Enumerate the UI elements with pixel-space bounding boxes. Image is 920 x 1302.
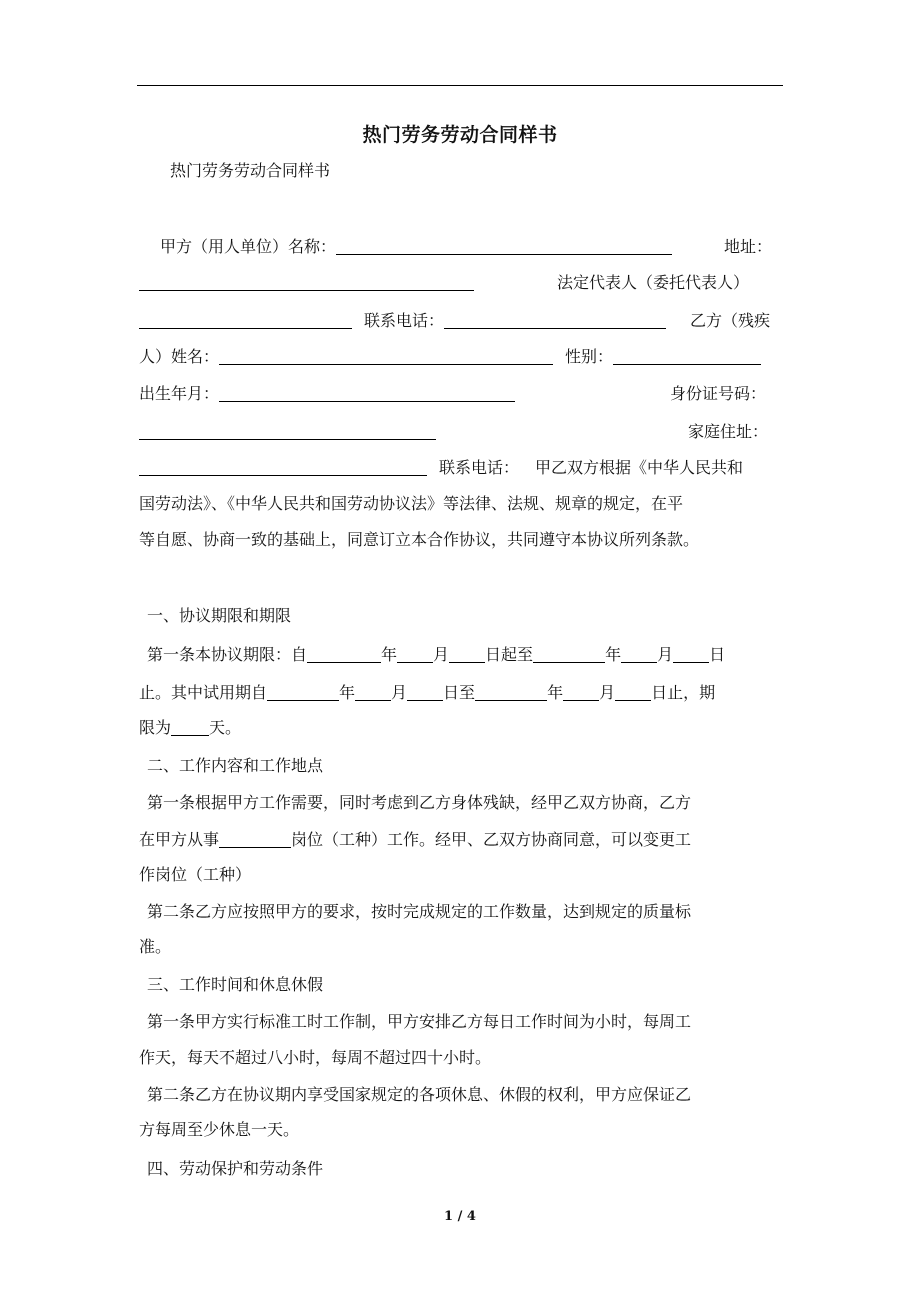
header-rule bbox=[137, 85, 783, 86]
days-unit: 天。 bbox=[209, 718, 242, 737]
address-blank-line bbox=[139, 273, 474, 293]
gender-label: 性别： bbox=[565, 347, 614, 366]
section-2-heading: 二、工作内容和工作地点 bbox=[147, 756, 324, 775]
legal-rep-phone-line bbox=[139, 311, 666, 331]
year-unit: 年 bbox=[339, 683, 356, 702]
end-period-text: 日止，期 bbox=[651, 683, 716, 702]
address-label: 地址： bbox=[724, 237, 773, 256]
id-blank-line bbox=[139, 422, 436, 442]
party-a-name-label: 甲方（用人单位）名称： bbox=[160, 237, 337, 256]
clause-text: 在甲方从事 bbox=[139, 830, 220, 849]
id-label: 身份证号码： bbox=[670, 384, 767, 403]
year-unit: 年 bbox=[605, 645, 622, 664]
section-3-clause-2-line-2: 方每周至少休息一天。 bbox=[139, 1120, 300, 1139]
end-month-blank bbox=[621, 646, 657, 663]
trial-end-day-blank bbox=[615, 684, 651, 701]
job-position-blank bbox=[219, 831, 291, 848]
party-b-name-line bbox=[139, 347, 761, 367]
start-day-blank bbox=[449, 646, 485, 663]
clause-text: 限为 bbox=[139, 718, 172, 737]
section-4-heading: 四、劳动保护和劳动条件 bbox=[147, 1159, 324, 1178]
trial-start-day-blank bbox=[407, 684, 443, 701]
clause-text: 止。其中试用期自 bbox=[139, 683, 268, 702]
trial-end-year-blank bbox=[475, 684, 547, 701]
section-3-clause-2-line-1: 第二条乙方在协议期内享受国家规定的各项休息、休假的权利，甲方应保证乙 bbox=[147, 1085, 692, 1104]
party-a-line bbox=[160, 237, 672, 257]
month-unit: 月 bbox=[433, 645, 450, 664]
home-address-label: 家庭住址： bbox=[688, 422, 769, 441]
intro-start: 甲乙双方根据《中华人民共和 bbox=[535, 458, 744, 477]
party-a-name-blank bbox=[336, 238, 672, 255]
month-unit: 月 bbox=[657, 645, 674, 664]
section-2-clause-1-line-1: 第一条根据甲方工作需要，同时考虑到乙方身体残缺，经甲乙双方协商，乙方 bbox=[147, 793, 692, 812]
clause-text: 第一条本协议期限：自 bbox=[147, 645, 308, 664]
clause-text: 岗位（工种）工作。经甲、乙双方协商同意，可以变更工 bbox=[291, 830, 692, 849]
birth-blank bbox=[219, 385, 515, 402]
section-3-heading: 三、工作时间和休息休假 bbox=[147, 975, 324, 994]
party-b-label-part2: 人）姓名： bbox=[139, 347, 220, 366]
section-2-clause-2-line-1: 第二条乙方应按照甲方的要求，按时完成规定的工作数量，达到规定的质量标 bbox=[147, 902, 692, 921]
document-subtitle: 热门劳务劳动合同样书 bbox=[170, 161, 331, 180]
birth-label: 出生年月： bbox=[139, 384, 220, 403]
phone-blank bbox=[444, 312, 666, 329]
month-unit: 月 bbox=[391, 683, 408, 702]
section-2-clause-1-line-3: 作岗位（工种） bbox=[139, 865, 252, 884]
from-to-text: 日起至 bbox=[485, 645, 534, 664]
day-unit: 日 bbox=[709, 645, 726, 664]
phone-label-2: 联系电话： bbox=[439, 458, 520, 477]
home-phone-line bbox=[139, 458, 743, 478]
trial-days-blank bbox=[171, 719, 209, 736]
section-2-clause-1-line-2 bbox=[139, 830, 691, 850]
gender-blank bbox=[613, 348, 761, 365]
intro-line-2: 国劳动法》、《中华人民共和国劳动协议法》等法律、法规、规章的规定，在平 bbox=[139, 494, 684, 513]
start-year-blank bbox=[307, 646, 381, 663]
page-number: 1 / 4 bbox=[444, 1209, 476, 1224]
section-1-clause-1-line-2 bbox=[139, 683, 715, 703]
year-unit: 年 bbox=[381, 645, 398, 664]
section-1-clause-1-line-1 bbox=[147, 645, 725, 665]
intro-line-3: 等自愿、协商一致的基础上，同意订立本合作协议，共同遵守本协议所列条款。 bbox=[139, 530, 700, 549]
to-text: 日至 bbox=[443, 683, 476, 702]
party-b-name-blank bbox=[219, 348, 553, 365]
phone-label: 联系电话： bbox=[364, 311, 445, 330]
party-b-label-part1: 乙方（残疾 bbox=[690, 311, 771, 330]
month-unit: 月 bbox=[599, 683, 616, 702]
start-month-blank bbox=[397, 646, 433, 663]
section-2-clause-2-line-2: 准。 bbox=[139, 937, 172, 956]
id-blank bbox=[139, 423, 436, 440]
section-3-clause-1-line-1: 第一条甲方实行标准工时工作制，甲方安排乙方每日工作时间为小时，每周工 bbox=[147, 1012, 692, 1031]
legal-rep-label: 法定代表人（委托代表人） bbox=[557, 273, 750, 292]
birth-line bbox=[139, 384, 515, 404]
home-address-blank bbox=[139, 459, 427, 476]
section-3-clause-1-line-2: 作天，每天不超过八小时，每周不超过四十小时。 bbox=[139, 1048, 492, 1067]
address-blank bbox=[139, 274, 474, 291]
end-day-blank bbox=[673, 646, 709, 663]
document-title: 热门劳务劳动合同样书 bbox=[362, 124, 558, 146]
legal-rep-blank bbox=[139, 312, 352, 329]
trial-start-year-blank bbox=[267, 684, 339, 701]
year-unit: 年 bbox=[547, 683, 564, 702]
section-1-heading: 一、协议期限和期限 bbox=[147, 606, 292, 625]
end-year-blank bbox=[533, 646, 605, 663]
trial-start-month-blank bbox=[355, 684, 391, 701]
trial-end-month-blank bbox=[563, 684, 599, 701]
section-1-clause-1-line-3 bbox=[139, 718, 241, 738]
